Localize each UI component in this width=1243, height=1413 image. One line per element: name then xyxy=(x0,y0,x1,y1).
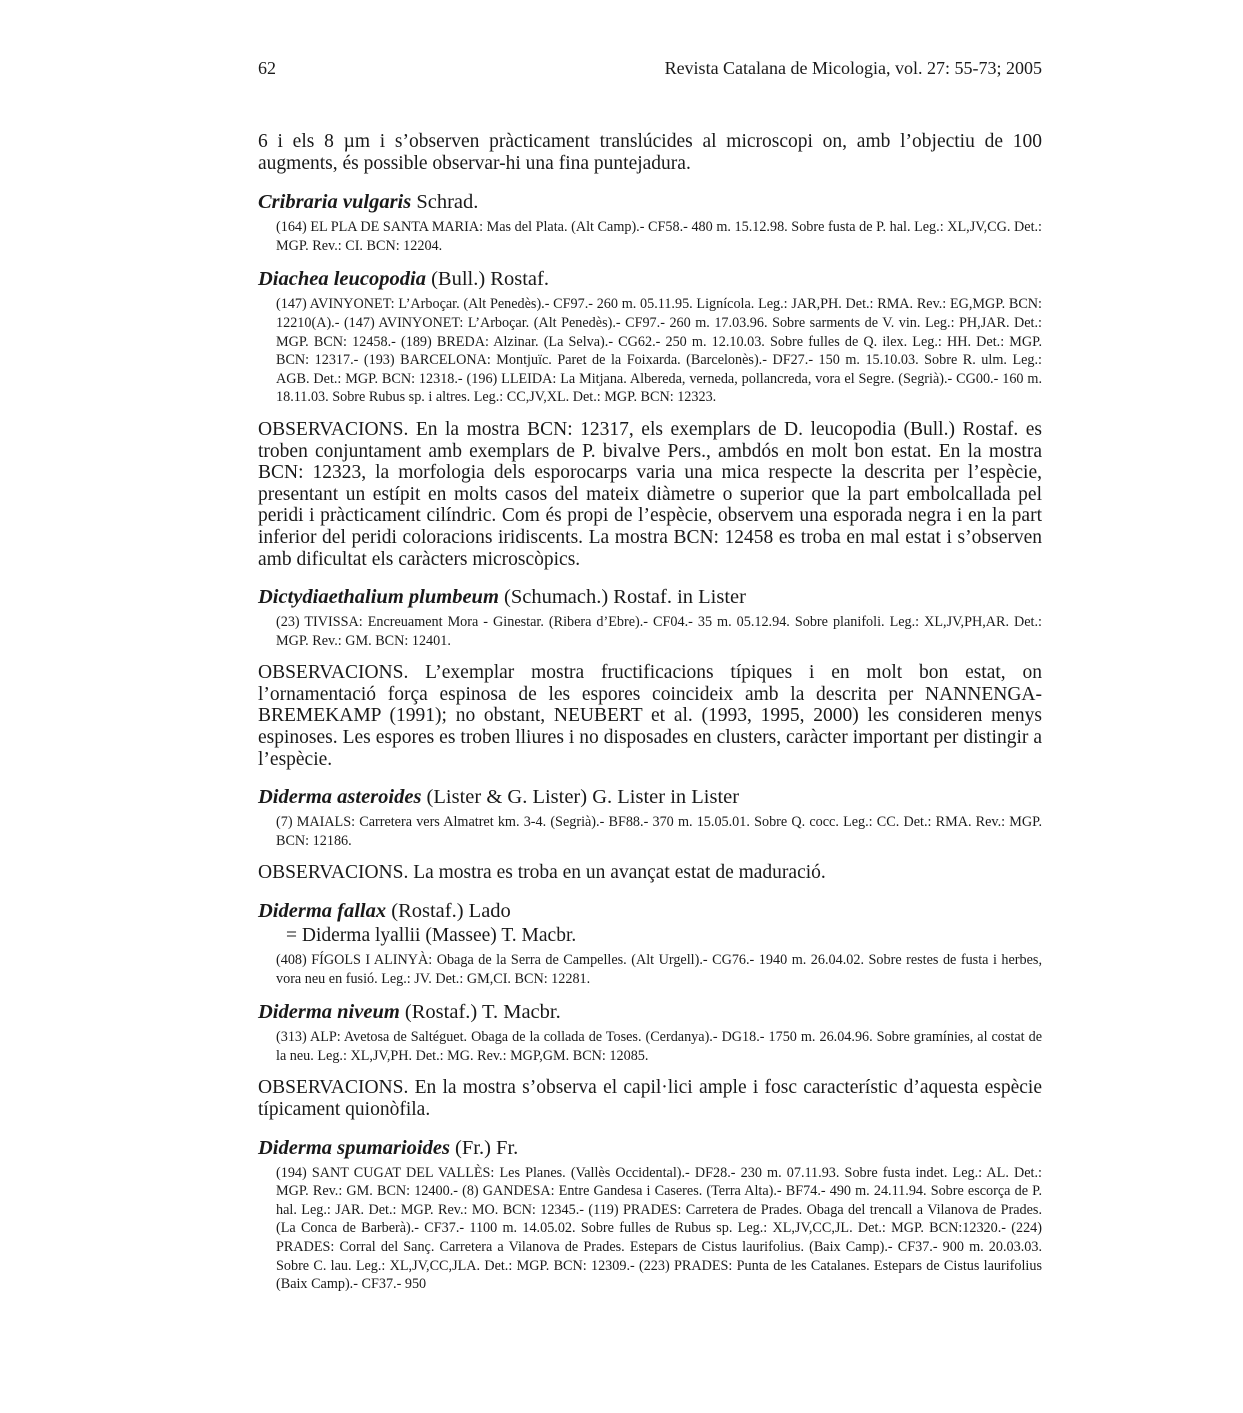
species-heading xyxy=(258,190,1042,214)
species-name: Diachea leucopodia xyxy=(258,268,426,291)
observations-paragraph: OBSERVACIONS. En la mostra s’observa el capil·lici ample i fosc característic d’aquesta espècie típicament quionòfila. xyxy=(258,1077,1042,1120)
page xyxy=(258,58,1042,1306)
species-heading xyxy=(258,267,1042,291)
species-records: (147) AVINYONET: L’Arboçar. (Alt Penedès).- CF97.- 260 m. 05.11.95. Lignícola. Leg.: JAR,PH. Det.: RMA. Rev.: EG,MGP. BCN: 12210(A).- (147) AVINYONET: L’Arboçar. (Alt Penedès).- CF97.- 260 m. 17.03.96. Sobre sarments de V. vin. Leg.: PH,JAR. Det.: MGP. BCN: 12458.- (189) BREDA: Alzinar. (La Selva).- CG62.- 250 m. 12.10.03. Sobre fulles de Q. ilex. Leg.: HH. Det.: MGP. BCN: 12317.- (193) BARCELONA: Montjuïc. Paret de la Foixarda. (Barcelonès).- DF27.- 150 m. 15.10.03. Sobre R. ulm. Leg.: AGB. Det.: MGP. BCN: 12318.- (196) LLEIDA: La Mitjana. Albereda, verneda, pollancreda, vora el Segre. (Segrià).- CG00.- 160 m. 18.11.03. Sobre Rubus sp. i altres. Leg.: CC,JV,XL. Det.: MGP. BCN: 12323. xyxy=(276,296,1042,406)
observations-paragraph: OBSERVACIONS. En la mostra BCN: 12317, els exemplars de D. leucopodia (Bull.) Rostaf. es troben conjuntament amb exemplars de P. bivalve Pers., ambdós en molt bon estat. En la mostra BCN: 12323, la morfologia dels esporocarps varia una mica respecte la descrita per l’espècie, presentant un estípit en molts casos del mateix diàmetre o superior que la part embolcallada pel peridi i pràcticament cilíndric. Com és propi de l’espècie, observem una esporada negra i en la part inferior del peridi coloracions iridiscents. La mostra BCN: 12458 es troba en mal estat i s’observen amb dificultat els caràcters microscòpics. xyxy=(258,418,1042,570)
journal-citation: Revista Catalana de Micologia, vol. 27: 55-73; 2005 xyxy=(664,58,1042,78)
species-heading xyxy=(258,1000,1042,1024)
species-author: (Rostaf.) T. Macbr. xyxy=(399,1001,561,1024)
species-heading xyxy=(258,585,1042,609)
species-name: Diderma spumarioides xyxy=(258,1136,450,1159)
species-author: Schrad. xyxy=(411,191,479,214)
species-records: (408) FÍGOLS I ALINYÀ: Obaga de la Serra de Campelles. (Alt Urgell).- CG76.- 1940 m. 26.04.02. Sobre restes de fusta i herbes, vora neu en fusió. Leg.: JV. Det.: GM,CI. BCN: 12281. xyxy=(276,952,1042,987)
species-records: (23) TIVISSA: Encreuament Mora - Ginestar. (Ribera d’Ebre).- CF04.- 35 m. 05.12.94. Sobre planifoli. Leg.: XL,JV,PH,AR. Det.: MGP. Rev.: GM. BCN: 12401. xyxy=(276,614,1042,649)
species-author: (Lister & G. Lister) G. Lister in Lister xyxy=(421,786,740,809)
page-header xyxy=(258,58,1042,79)
observations-paragraph: OBSERVACIONS. La mostra es troba en un avançat estat de maduració. xyxy=(258,862,826,884)
species-heading xyxy=(258,1136,1042,1160)
species-name: Diderma fallax xyxy=(258,900,387,923)
species-name: Dictydiaethalium plumbeum xyxy=(258,586,499,609)
observations-paragraph: OBSERVACIONS. L’exemplar mostra fructificacions típiques i en molt bon estat, on l’ornamentació força espinosa de les espores coincideix amb la descrita per NANNENGA-BREMEKAMP (1991); no obstant, NEUBERT et al. (1993, 1995, 2000) les consideren menys espinoses. Les espores es troben lliures i no disposades en clusters, caràcter important per distingir a l’espècie. xyxy=(258,662,1042,770)
species-author: (Rostaf.) Lado xyxy=(386,900,511,923)
species-name: Diderma niveum xyxy=(258,1001,400,1024)
species-synonym: = Diderma lyallii (Massee) T. Macbr. xyxy=(286,925,577,947)
species-author: (Bull.) Rostaf. xyxy=(425,268,549,291)
species-heading xyxy=(258,899,1042,923)
page-number: 62 xyxy=(258,58,276,78)
species-heading xyxy=(258,785,1042,809)
species-author: (Schumach.) Rostaf. in Lister xyxy=(498,586,746,609)
intro-paragraph: 6 i els 8 µm i s’observen pràcticament translúcides al microscopi on, amb l’objectiu de 100 augments, és possible observar-hi una fina puntejadura. xyxy=(258,131,1042,174)
species-name: Cribraria vulgaris xyxy=(258,191,412,214)
species-records: (194) SANT CUGAT DEL VALLÈS: Les Planes. (Vallès Occidental).- DF28.- 230 m. 07.11.93. Sobre fusta indet. Leg.: AL. Det.: MGP. Rev.: GM. BCN: 12400.- (8) GANDESA: Entre Gandesa i Caseres. (Terra Alta).- BF74.- 490 m. 24.11.94. Sobre escorça de P. hal. Leg.: JAR. Det.: MGP. Rev.: MO. BCN: 12345.- (119) PRADES: Carretera de Prades. Obaga del trencall a Vilanova de Prades. (La Conca de Barberà).- CF37.- 1100 m. 14.05.02. Sobre fulles de Rubus sp. Leg.: XL,JV,CC,JL. Det.: MGP. BCN:12320.- (224) PRADES: Corral del Sanç. Carretera a Vilanova de Prades. Estepars de Cistus laurifolius. (Baix Camp).- CF37.- 900 m. 20.03.03. Sobre C. lau. Leg.: XL,JV,CC,JLA. Det.: MGP. BCN: 12309.- (223) PRADES: Punta de les Catalanes. Estepars de Cistus laurifolius (Baix Camp).- CF37.- 950 xyxy=(276,1164,1042,1293)
species-records: (313) ALP: Avetosa de Saltéguet. Obaga de la collada de Toses. (Cerdanya).- DG18.- 1750 m. 26.04.96. Sobre gramínies, al costat de la neu. Leg.: XL,JV,PH. Det.: MG. Rev.: MGP,GM. BCN: 12085. xyxy=(276,1029,1042,1064)
species-records: (7) MAIALS: Carretera vers Almatret km. 3-4. (Segrià).- BF88.- 370 m. 15.05.01. Sobre Q. cocc. Leg.: CC. Det.: RMA. Rev.: MGP. BCN: 12186. xyxy=(276,814,1042,849)
species-name: Diderma asteroides xyxy=(258,786,422,809)
species-records: (164) EL PLA DE SANTA MARIA: Mas del Plata. (Alt Camp).- CF58.- 480 m. 15.12.98. Sobre fusta de P. hal. Leg.: XL,JV,CG. Det.: MGP. Rev.: CI. BCN: 12204. xyxy=(276,219,1042,254)
species-author: (Fr.) Fr. xyxy=(449,1136,519,1159)
